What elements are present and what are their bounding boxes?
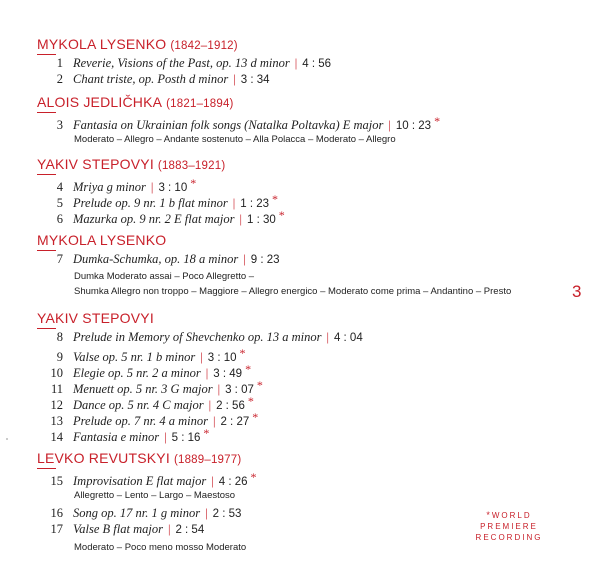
composer-dates: (1821–1894) — [166, 98, 234, 110]
composer-heading — [37, 232, 166, 248]
track-row — [37, 176, 196, 192]
composer-rule — [37, 174, 56, 175]
track-number: 9 — [56, 350, 63, 364]
track-duration: 3 : 10 — [158, 182, 188, 194]
track-row — [37, 330, 363, 346]
track-row — [37, 522, 204, 538]
premiere-star: * — [250, 470, 257, 484]
track-number: 11 — [50, 382, 63, 396]
premiere-star: * — [247, 394, 254, 408]
track-title: Song op. 17 nr. 1 g minor — [73, 506, 201, 520]
track-title: Prelude in Memory of Shevchenko op. 13 a minor — [73, 330, 322, 344]
track-title: Dumka-Schumka, op. 18 a minor — [73, 252, 239, 266]
composer-name: YAKIV STEPOVYI — [37, 310, 154, 326]
separator: | — [388, 118, 391, 132]
composer-heading — [37, 36, 238, 52]
premiere-star: * — [252, 410, 259, 424]
separator: | — [217, 382, 221, 396]
track-row — [37, 394, 254, 410]
premiere-star: * — [272, 192, 279, 206]
track-number: 8 — [56, 330, 63, 344]
track-title: Dance op. 5 nr. 4 C major — [73, 398, 204, 412]
track-number: 17 — [50, 522, 63, 536]
track-duration: 3 : 49 — [213, 368, 243, 380]
track-number: 16 — [50, 506, 63, 520]
composer-rule — [37, 250, 56, 251]
movements-line: Shumka Allegro non troppo – Maggiore – Allegro energico – Moderato come prima – Andantino – Presto — [74, 286, 512, 297]
composer-name: MYKOLA LYSENKO — [37, 232, 167, 248]
track-duration: 1 : 23 — [240, 198, 270, 210]
track-duration: 2 : 54 — [175, 524, 205, 536]
track-number: 2 — [56, 72, 63, 86]
track-number: 5 — [56, 196, 63, 210]
track-duration: 3 : 34 — [240, 74, 270, 86]
premiere-word-recording: RECORDING — [475, 533, 543, 542]
track-row — [37, 208, 285, 224]
separator: | — [167, 522, 171, 536]
premiere-note-star: * — [486, 510, 492, 520]
track-duration: 4 : 56 — [302, 58, 332, 70]
separator: | — [326, 330, 329, 344]
track-title: Valse B flat major — [73, 522, 163, 536]
separator: | — [200, 350, 203, 364]
track-title: Mriya g minor — [73, 180, 146, 194]
track-title: Improvisation E flat major — [73, 474, 207, 488]
separator: | — [208, 398, 212, 412]
separator: | — [164, 430, 167, 444]
premiere-line-1 — [462, 510, 556, 521]
track-title: Fantasia e minor — [73, 430, 160, 444]
premiere-star: * — [203, 426, 210, 440]
track-duration: 4 : 26 — [218, 476, 248, 488]
composer-dates: (1889–1977) — [173, 454, 242, 466]
composer-dates: (1883–1921) — [157, 160, 226, 172]
world-premiere-note — [462, 510, 556, 543]
page-mark — [6, 438, 8, 440]
composer-name: LEVKO REVUTSKYI — [37, 450, 170, 466]
track-row — [37, 410, 258, 426]
premiere-word-world: WORLD — [491, 511, 532, 520]
composer-name: ALOIS JEDLIČHKA — [37, 94, 163, 110]
track-number: 10 — [50, 366, 63, 380]
premiere-word-premiere: PREMIERE — [480, 522, 538, 531]
composer-rule — [37, 328, 56, 329]
movements-line: Moderato – Allegro – Andante sostenuto – Alla Polacca – Moderato – Allegro — [74, 134, 396, 145]
track-number: 3 — [56, 118, 63, 132]
track-title: Prelude op. 9 nr. 1 b flat minor — [73, 196, 228, 210]
track-row — [37, 346, 246, 362]
track-title: Chant triste, op. Posth d minor — [73, 72, 229, 86]
track-duration: 2 : 56 — [216, 400, 245, 412]
separator: | — [232, 196, 236, 210]
separator: | — [233, 72, 236, 86]
track-number: 6 — [56, 212, 63, 226]
track-number: 4 — [56, 180, 63, 194]
premiere-star: * — [239, 346, 246, 360]
composer-dates: (1842–1912) — [170, 40, 238, 52]
separator: | — [239, 212, 242, 226]
composer-name: YAKIV STEPOVYI — [37, 156, 154, 172]
track-number: 12 — [50, 398, 63, 412]
premiere-star: * — [278, 208, 285, 222]
premiere-star: * — [434, 114, 441, 128]
premiere-star: * — [245, 362, 252, 376]
track-title: Mazurka op. 9 nr. 2 E flat major — [73, 212, 235, 226]
separator: | — [294, 56, 298, 70]
track-duration: 9 : 23 — [250, 254, 280, 266]
track-row — [37, 114, 440, 130]
track-duration: 5 : 16 — [171, 432, 201, 444]
movements-line: Moderato – Poco meno mosso Moderato — [74, 542, 247, 553]
track-row — [37, 506, 241, 522]
track-title: Valse op. 5 nr. 1 b minor — [73, 350, 196, 364]
track-duration: 1 : 30 — [246, 214, 276, 226]
track-title: Reverie, Visions of the Past, op. 13 d minor — [73, 56, 290, 70]
track-duration: 10 : 23 — [395, 120, 432, 132]
track-number: 15 — [50, 474, 63, 488]
composer-heading — [37, 94, 234, 110]
composer-heading — [37, 450, 241, 466]
track-number: 13 — [50, 414, 63, 428]
track-duration: 2 : 53 — [212, 508, 242, 520]
track-duration: 4 : 04 — [333, 332, 363, 344]
composer-rule — [37, 54, 56, 55]
track-row — [37, 72, 270, 88]
track-title: Fantasia on Ukrainian folk songs (Natalka Poltavka) E major — [73, 118, 384, 132]
page-number: 3 — [572, 282, 582, 301]
composer-rule — [37, 112, 56, 113]
track-row — [37, 56, 331, 72]
track-title: Menuett op. 5 nr. 3 G major — [73, 382, 213, 396]
premiere-star: * — [190, 176, 197, 190]
track-number: 7 — [56, 252, 63, 266]
track-row — [37, 378, 263, 394]
track-number: 1 — [56, 56, 63, 70]
separator: | — [211, 474, 214, 488]
separator: | — [212, 414, 216, 428]
composer-rule — [37, 468, 56, 469]
track-row — [37, 362, 251, 378]
movements-line: Allegretto – Lento – Largo – Maestoso — [74, 490, 236, 501]
track-duration: 3 : 07 — [225, 384, 254, 396]
track-title: Elegie op. 5 nr. 2 a minor — [73, 366, 201, 380]
track-title: Prelude op. 7 nr. 4 a minor — [73, 414, 208, 428]
track-row — [37, 252, 280, 268]
composer-name: MYKOLA LYSENKO — [37, 36, 167, 52]
composer-heading — [37, 156, 225, 172]
premiere-star: * — [256, 378, 263, 392]
track-row — [37, 470, 257, 486]
movements-line: Dumka Moderato assai – Poco Allegretto – — [74, 271, 255, 282]
track-number: 14 — [50, 430, 63, 444]
composer-heading — [37, 310, 154, 326]
separator: | — [205, 366, 209, 380]
separator: | — [243, 252, 246, 266]
track-row — [37, 192, 278, 208]
separator: | — [205, 506, 208, 520]
track-row — [37, 426, 209, 442]
separator: | — [150, 180, 154, 194]
track-duration: 2 : 27 — [220, 416, 250, 428]
track-duration: 3 : 10 — [207, 352, 237, 364]
